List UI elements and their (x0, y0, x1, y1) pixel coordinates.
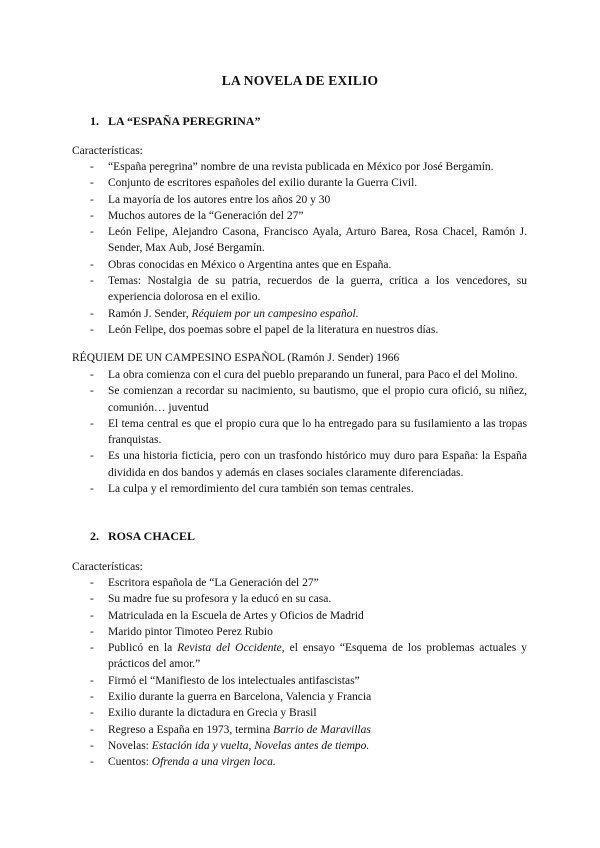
requiem-heading: RÉQUIEM DE UN CAMPESINO ESPAÑOL (Ramón J. Sender) 1966 (72, 352, 400, 364)
list-item: - Ramón J. Sender, Réquiem por un campesino español. (90, 307, 359, 320)
list-item: - La obra comienza con el cura del pueblo preparando un funeral, para Paco el del Molino. (90, 369, 518, 381)
list-item: - Exilio durante la guerra en Barcelona, Valencia y Francia (90, 691, 372, 704)
section-title: LA “ESPAÑA PEREGRINA” (108, 114, 261, 128)
section-number: 1. (90, 114, 99, 128)
list-item: - León Felipe, Alejandro Casona, Francisco Ayala, Arturo Barea, Rosa Chacel, Ramón J. Sender, Max Aub, José Bergamín. (90, 226, 527, 255)
section2-list (72, 575, 527, 771)
list-item: - Marido pintor Timoteo Perez Rubio (90, 625, 273, 638)
list-item: - Se comienzan a recordar su nacimiento, su bautismo, que el propio cura ofició, su niñez, comunión… juventud (90, 385, 527, 414)
requiem-list (72, 367, 527, 497)
list-item: - Novelas: Estación ida y vuelta, Novelas antes de tiempo. (90, 739, 370, 752)
list-item: - Cuentos: Ofrenda a una virgen loca. (90, 756, 276, 769)
characteristics-label: Características: (72, 561, 143, 573)
list-item: - El tema central es que el propio cura que lo ha entregado para su fusilamiento a las tropas franquistas. (90, 417, 527, 447)
list-item: - Regreso a España en 1973, termina Barrio de Maravillas (90, 723, 371, 736)
list-item: - La mayoría de los autores entre los años 20 y 30 (90, 193, 331, 206)
page-title: LA NOVELA DE EXILIO (221, 73, 379, 88)
list-item: - Exilio durante la dictadura en Grecia y Brasil (90, 707, 317, 720)
list-item: - Obras conocidas en México o Argentina antes que en España. (90, 258, 392, 271)
section-heading-rosa-chacel (90, 528, 195, 544)
list-item: - Es una historia ficticia, pero con un trasfondo histórico muy duro para España: la España dividida en dos bandos y además en clases sociales claramente diferenciadas. (90, 450, 527, 479)
list-item: - León Felipe, dos poemas sobre el papel de la literatura en nuestros días. (90, 323, 439, 336)
list-item: - Matriculada en la Escuela de Artes y Oficios de Madrid (90, 609, 364, 622)
section-number: 2. (90, 529, 99, 543)
section-title: ROSA CHACEL (108, 529, 196, 543)
list-item: - Su madre fue su profesora y la educó en su casa. (90, 593, 332, 606)
list-item: - Temas: Nostalgia de su patria, recuerdos de la guerra, crítica a los vencedores, su experiencia dolorosa en el exilio. (90, 275, 527, 304)
list-item: - Escritora española de “La Generación del 27” (90, 577, 319, 589)
section1-list (72, 159, 527, 338)
list-item: - Publicó en la Revista del Occidente, el ensayo “Esquema de los problemas actuales y prácticos del amor.” (90, 642, 528, 671)
list-item: - Conjunto de escritores españoles del exilio durante la Guerra Civil. (90, 177, 418, 190)
list-item: - Muchos autores de la “Generación del 27” (90, 209, 304, 222)
characteristics-label: Características: (72, 145, 143, 157)
list-item: - La culpa y el remordimiento del cura también son temas centrales. (90, 483, 414, 496)
list-item: - “España peregrina” nombre de una revista publicada en México por José Bergamín. (90, 161, 494, 173)
list-item: - Firmó el “Manifiesto de los intelectuales antifascistas” (90, 674, 360, 687)
section-heading-espana-peregrina (90, 113, 260, 129)
